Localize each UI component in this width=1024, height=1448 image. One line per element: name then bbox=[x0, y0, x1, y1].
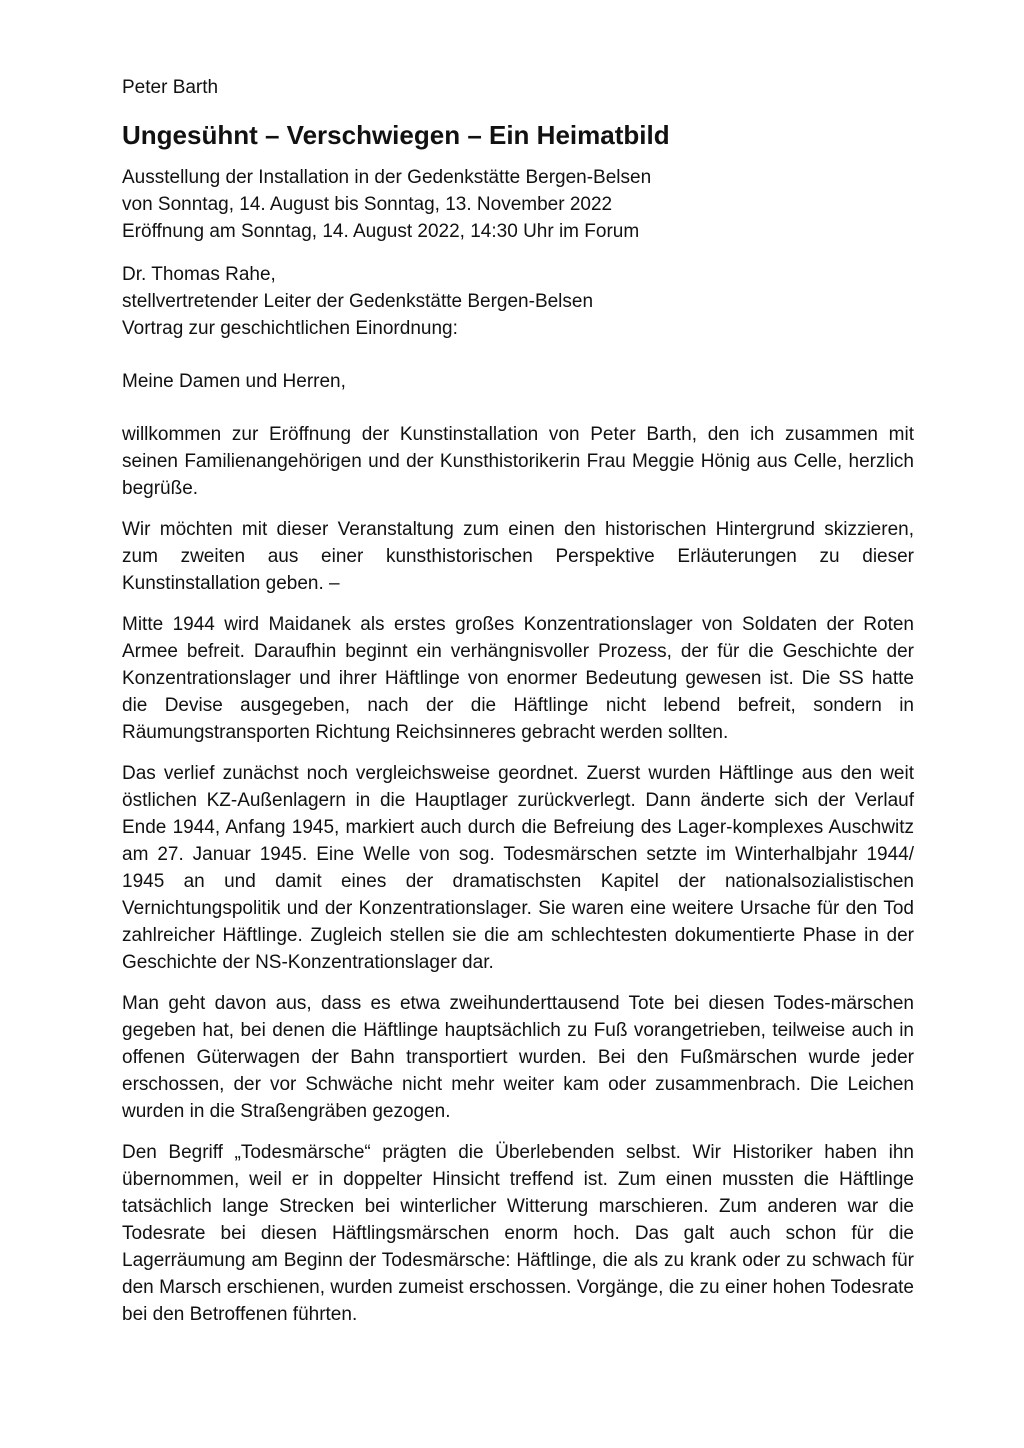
body-paragraph: Mitte 1944 wird Maidanek als erstes großes Konzentrationslager von Soldaten der Roten Armee befreit. Daraufhin beginnt ein verhängnisvoller Prozess, der für die Geschichte der Konzentrationslager und ihrer Häftlinge von enormer Bedeutung gewesen ist. Die SS hatte die Devise ausgegeben, nach der die Häftlinge nicht lebend befreit, sondern in Räumungstransporten Richtung Reichsinneres gebracht werden sollten. bbox=[122, 614, 914, 743]
body-paragraph: Den Begriff „Todesmärsche“ prägten die Überlebenden selbst. Wir Historiker haben ihn übernommen, weil er in doppelter Hinsicht treffend ist. Zum einen mussten die Häftlinge tatsächlich lange Strecken bei winterlicher Witterung marschieren. Zum anderen war die Todesrate bei diesen Häftlingsmärschen enorm hoch. Das galt auch schon für die Lagerräumung am Beginn der Todesmärsche: Häftlinge, die als zu krank oder zu schwach für den Marsch erschienen, wurden zumeist erschossen. Vorgänge, die zu einer hohen Todesrate bei den Betroffenen führten. bbox=[122, 1142, 914, 1325]
body-paragraph: Das verlief zunächst noch vergleichsweise geordnet. Zuerst wurden Häftlinge aus den weit östlichen KZ-Außenlagern in die Hauptlager zurückverlegt. Dann änderte sich der Verlauf Ende 1944, Anfang 1945, markiert auch durch die Befreiung des Lager-komplexes Auschwitz am 27. Januar 1945. Eine Welle von sog. Todesmärschen setzte im Winterhalbjahr 1944/ 1945 an und damit eines der dramatischsten Kapitel der nationalsozialistischen Vernichtungspolitik und der Konzentrationslager. Sie waren eine weitere Ursache für den Tod zahlreicher Häftlinge. Zugleich stellen sie die am schlechtesten dokumentierte Phase in der Geschichte der NS-Konzentrationslager dar. bbox=[122, 763, 914, 973]
author-name: Peter Barth bbox=[122, 77, 219, 98]
body-paragraph: willkommen zur Eröffnung der Kunstinstallation von Peter Barth, den ich zusammen mit seinen Familienangehörigen und der Kunsthistorikerin Frau Meggie Hönig aus Celle, herzlich begrüße. bbox=[122, 424, 914, 499]
event-line: Ausstellung der Installation in der Gedenkstätte Bergen-Belsen bbox=[122, 167, 652, 188]
speaker-line: Dr. Thomas Rahe, bbox=[122, 264, 276, 285]
event-info bbox=[122, 164, 914, 245]
speaker-info bbox=[122, 261, 914, 342]
document-title: Ungesühnt – Verschwiegen – Ein Heimatbild bbox=[122, 120, 670, 150]
document-page bbox=[122, 74, 914, 1328]
salutation: Meine Damen und Herren, bbox=[122, 371, 346, 392]
body-paragraph: Man geht davon aus, dass es etwa zweihunderttausend Tote bei diesen Todes-märschen gegeben hat, bei denen die Häftlinge hauptsächlich zu Fuß vorangetrieben, teilweise auch in offenen Güterwagen der Bahn transportiert wurden. Bei den Fußmärschen wurde jeder erschossen, der vor Schwäche nicht mehr weiter kam oder zusammenbrach. Die Leichen wurden in die Straßengräben gezogen. bbox=[122, 993, 914, 1122]
event-line: von Sonntag, 14. August bis Sonntag, 13. November 2022 bbox=[122, 194, 613, 215]
body-paragraph: Wir möchten mit dieser Veranstaltung zum einen den historischen Hintergrund skizzieren, zum zweiten aus einer kunsthistorischen Perspektive Erläuterungen zu dieser Kunstinstallation geben. – bbox=[122, 519, 914, 594]
speaker-line: stellvertretender Leiter der Gedenkstätte Bergen-Belsen bbox=[122, 291, 594, 312]
event-line: Eröffnung am Sonntag, 14. August 2022, 14:30 Uhr im Forum bbox=[122, 221, 640, 242]
speaker-line: Vortrag zur geschichtlichen Einordnung: bbox=[122, 318, 458, 339]
